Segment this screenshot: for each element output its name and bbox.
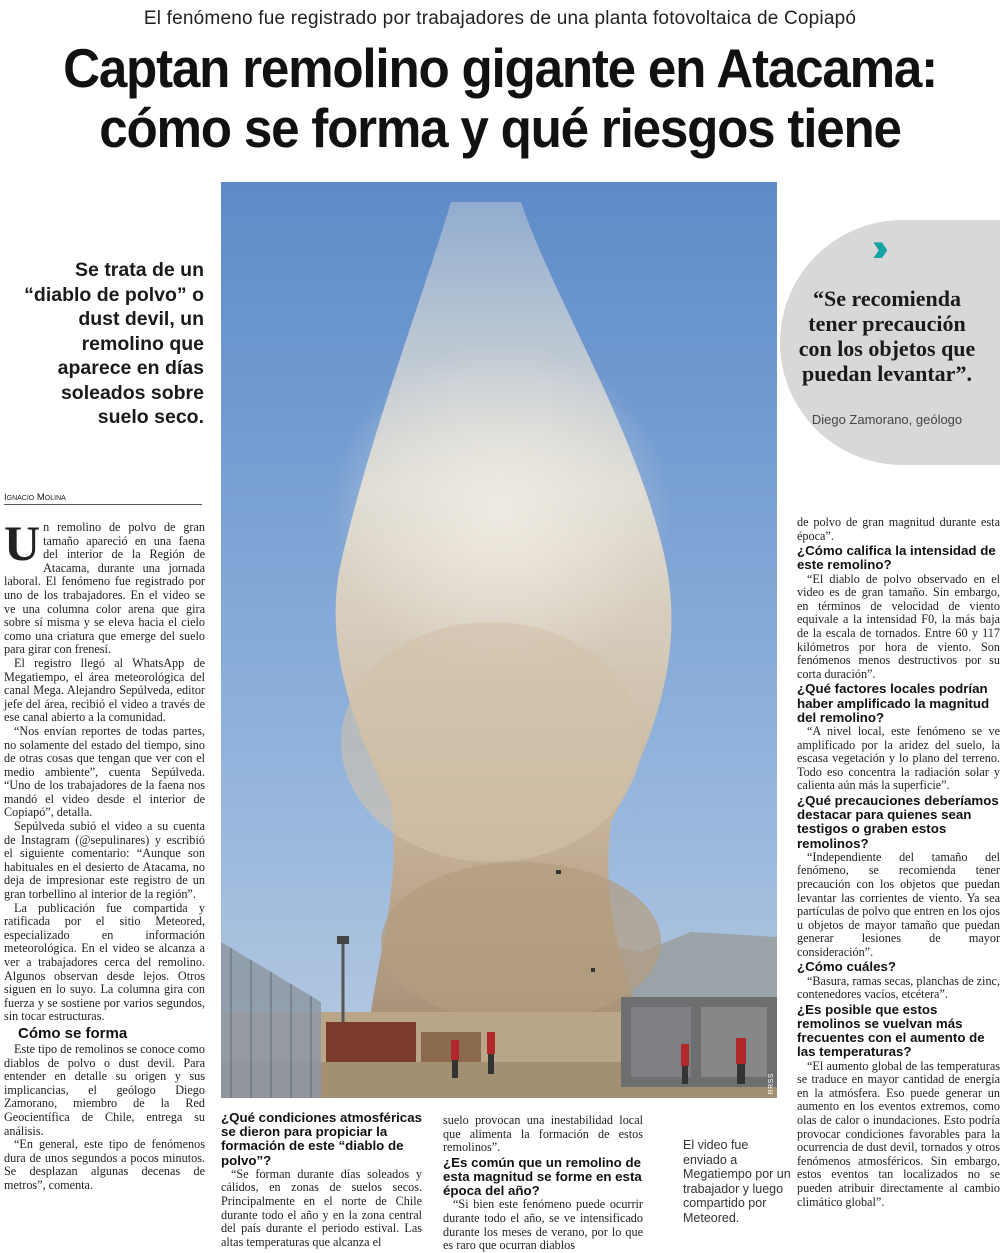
double-chevron-icon: ›› xyxy=(872,226,879,270)
interview-answer: “El aumento global de las temperaturas se traduce en mayor cantidad de energía en la atmósfera. Eso puede generar un aumento en los eventos extremos, como olas de calor o inundaciones. Esto podría provocar condiciones favorables para la ocurrencia de dust devil, tornados y otros fenómenos atmosféricos. Sin embargo, estos eventos tan localizados no se pueden atribuir directamente al cambio climático global”. xyxy=(797,1058,1000,1209)
article-column-2 xyxy=(221,1110,422,1249)
headline-line-2: cómo se forma y qué riesgos tiene xyxy=(99,97,901,159)
interview-question: ¿Cómo cuáles? xyxy=(797,959,897,975)
paragraph: n remolino de polvo de gran tamaño apareció en una faena del interior de la Región de Atacama, durante una jornada laboral. El fenómeno fue registrado por uno de los trabajadores. En el video se ve una columna color arena que gira sobre sí misma y se eleva hacia el cielo como una criatura que emerge del suelo para girar con frenesí. xyxy=(4,520,205,657)
paragraph: La publicación fue compartida y ratificada por el sitio Meteored, especializado en información meteorológica. En el video se alcanza a ver a trabajadores cerca del remolino. Algunos observan desde lejos. Otros siguen en lo suyo. La columna gira con fuerza y se sostiene por varios segundos, sin tocar estructuras. xyxy=(4,900,205,1024)
section-subhead: Cómo se forma xyxy=(18,1024,128,1042)
interview-question: ¿Qué condiciones atmosféricas se dieron para propiciar la formación de este “diablo de polvo”? xyxy=(221,1110,422,1168)
photo-caption: El video fue enviado a Megatiempo por un trabajador y luego compartido por Meteored. xyxy=(683,1138,791,1225)
article-column-3 xyxy=(443,1114,643,1253)
interview-answer: “A nivel local, este fenómeno se ve amplificado por la aridez del suelo, la escasa vegetación y lo plano del terreno. Todo eso concentra la radiación solar y calienta aún más la superficie”. xyxy=(797,723,1000,793)
article-column-4 xyxy=(797,516,1000,1209)
pullquote-text: “Se recomienda tener precaución con los objetos que puedan levantar”. xyxy=(798,286,976,386)
headline xyxy=(44,38,955,158)
lede: Se trata de un “diablo de polvo” o dust devil, un remolino que aparece en días soleados sobre suelo seco. xyxy=(24,259,204,428)
paragraph: “Nos envían reportes de todas partes, no solamente del estado del tiempo, sino de otras cosas que tengan que ver con el medio ambiente”, cuenta Sepúlveda. “Uno de los trabajadores de la faena nos mandó el video desde el interior de Copiapó”, detalla. xyxy=(4,723,205,820)
interview-question: ¿Qué factores locales podrían haber amplificado la magnitud del remolino? xyxy=(797,681,990,725)
pullquote-attribution: Diego Zamorano, geólogo xyxy=(811,412,963,427)
dropcap: U xyxy=(4,515,41,571)
interview-answer: de polvo de gran magnitud durante esta época”. xyxy=(797,515,1000,543)
interview-answer: “Si bien este fenómeno puede ocurrir durante todo el año, se ve intensificado durante los meses de verano, por lo que es raro que ocurran diablos xyxy=(443,1197,643,1253)
interview-answer: suelo provocan una inestabilidad local que alimenta la formación de estos remolinos”. xyxy=(443,1113,643,1155)
interview-answer: “Se forman durante días soleados y cálidos, en zonas de suelos secos. Principalmente en el norte de Chile durante todo el año y en la zona central del país durante el periodo estival. Las altas temperaturas que alcanza el xyxy=(221,1166,422,1249)
photo-illustration xyxy=(221,182,777,1098)
interview-answer: “El diablo de polvo observado en el video es de gran tamaño. Sin embargo, en términos de velocidad de viento equivale a la intensidad F0, la más baja de la escala de tornados. Entre 60 y 117 kilómetros por hora de viento. Son fenómenos menos destructivos por su corta duración”. xyxy=(797,571,1000,681)
interview-question: ¿Qué precauciones deberíamos destacar para quienes sean testigos o graben estos remolinos? xyxy=(797,792,999,851)
interview-question: ¿Cómo califica la intensidad de este remolino? xyxy=(797,543,996,573)
interview-question: ¿Es común que un remolino de esta magnitud se forme en esta época del año? xyxy=(443,1154,642,1199)
photo-credit: RRSS xyxy=(768,1072,775,1094)
paragraph: El registro llegó al WhatsApp de Megatiempo, el área meteorológica del canal Mega. Alejandro Sepúlveda, editor jefe del área, recibió el video a través de ese canal abierto a la comunidad. xyxy=(4,655,205,725)
interview-answer: “Independiente del tamaño del fenómeno, se recomienda tener precaución con los objetos que puedan levantar las corrientes de viento. Ya sea partículas de polvo que entren en los ojos u objetos de mayor tamaño que puedan generar lesiones de mayor consideración”. xyxy=(797,849,1000,959)
article-column-1 xyxy=(4,515,205,1193)
paragraph: Sepúlveda subió el video a su cuenta de Instagram (@sepulinares) y escribió el siguiente comentario: “Aunque son habituales en el desierto de Atacama, no deja de impresionar este registro de un gran torbellino al interior de la región”. xyxy=(4,819,205,902)
byline: Ignacio Molina xyxy=(4,492,202,505)
paragraph: “En general, este tipo de fenómenos dura de unos segundos a pocos minutos. Se desplazan algunas decenas de metros”, comenta. xyxy=(4,1137,205,1192)
paragraph: Este tipo de remolinos se conoce como diablos de polvo o dust devil. Para entender en detalle su origen y sus implicancias, el geólogo Diego Zamorano, miembro de la Red Geocientífica de Chile, entrega su análisis. xyxy=(4,1041,205,1138)
interview-answer: “Basura, ramas secas, planchas de zinc, contenedores vacíos, etcétera”. xyxy=(797,973,1000,1002)
interview-question: ¿Es posible que estos remolinos se vuelvan más frecuentes con el aumento de las temperaturas? xyxy=(797,1001,985,1060)
headline-line-1: Captan remolino gigante en Atacama: xyxy=(63,37,937,99)
dust-devil-photo xyxy=(221,182,777,1098)
kicker: El fenómeno fue registrado por trabajadores de una planta fotovoltaica de Copiapó xyxy=(143,8,857,29)
